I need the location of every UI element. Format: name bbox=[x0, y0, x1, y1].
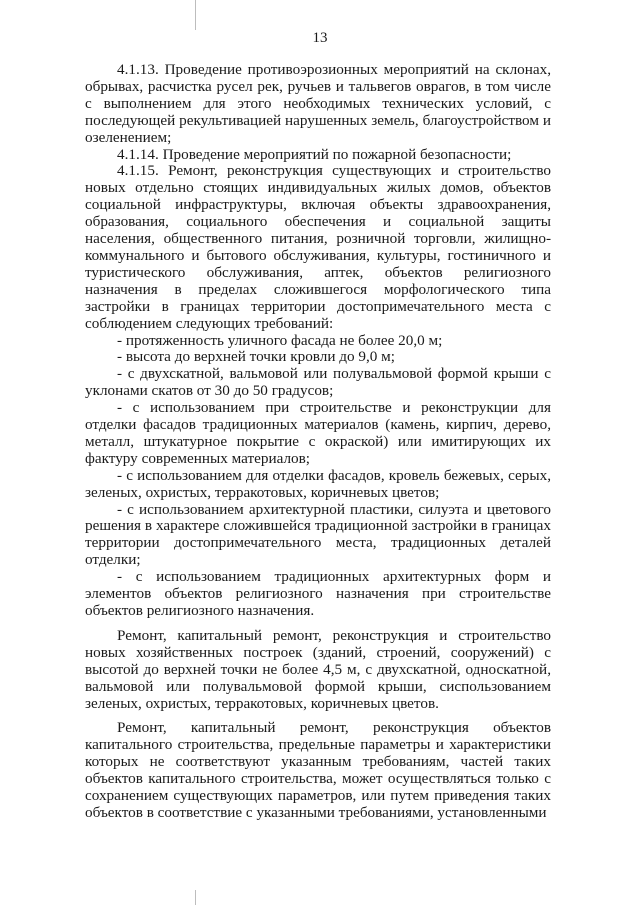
requirement-item: - высота до верхней точки кровли до 9,0 м; bbox=[117, 348, 395, 366]
requirement-item: - протяженность уличного фасада не более 20,0 м; bbox=[117, 331, 443, 349]
paragraph-outbuildings: Ремонт, капитальный ремонт, реконструкция и строительство новых хозяйственных построек (зданий, строений, сооружений) с высотой до верхней точки не более 4,5 м, с двухскатной, односкатной, вальмовой или полувальмовой формой крыши, сиспользованием зеленых, охристых, терракотовых, коричневых цветов. bbox=[85, 626, 551, 712]
document-body bbox=[85, 62, 551, 822]
paragraph-4-1-14: 4.1.14. Проведение мероприятий по пожарной безопасности; bbox=[117, 145, 512, 163]
paragraph-4-1-15: 4.1.15. Ремонт, реконструкция существующих и строительство новых отдельно стоящих индивидуальных жилых домов, объектов социальной инфраструктуры, включая объекты здравоохранения, образования, социального обеспечения и социальной защиты населения, общественного питания, розничной торговли, жилищно-коммунального и бытового обслуживания, культуры, гостиничного и туристического обслуживания, аптек, объектов религиозного назначения в пределах сложившегося морфологического типа застройки в границах территории достопримечательного места с соблюдением следующих требований: bbox=[85, 162, 551, 332]
paragraph-4-1-13: 4.1.13. Проведение противоэрозионных мероприятий на склонах, обрывах, расчистка русел рек, ручьев и тальвегов оврагов, в том числе с выполнением для этого необходимых технических условий, с последующей рекультивацией нарушенных земель, благоустройством и озеленением; bbox=[85, 61, 551, 146]
requirement-item: - с двухскатной, вальмовой или полувальмовой формой крыши с уклонами скатов от 30 до 50 градусов; bbox=[85, 365, 551, 400]
scan-artifact-line bbox=[195, 0, 196, 30]
scan-artifact-line bbox=[195, 890, 196, 905]
paragraph-nonconforming-objects: Ремонт, капитальный ремонт, реконструкция объектов капитального строительства, предельные параметры и характеристики которых не соответствуют указанным требованиям, частей таких объектов капитального строительства, может осуществляться только с сохранением существующих параметров, или путем приведения таких объектов в соответствие с указанными требованиями, установленными bbox=[85, 719, 551, 821]
page-number: 13 bbox=[312, 30, 328, 46]
requirement-item: - с использованием для отделки фасадов, кровель бежевых, серых, зеленых, охристых, терракотовых, коричневых цветов; bbox=[85, 466, 551, 501]
requirement-item: - с использованием традиционных архитектурных форм и элементов объектов религиозного назначения при строительстве объектов религиозного назначения. bbox=[85, 568, 551, 619]
requirement-item: - с использованием архитектурной пластики, силуэта и цветового решения в характере сложившейся традиционной застройки в границах территории достопримечательного места, традиционных деталей отделки; bbox=[85, 500, 551, 569]
requirement-item: - с использованием при строительстве и реконструкции для отделки фасадов традиционных материалов (камень, кирпич, дерево, металл, штукатурное покрытие с окраской) или имитирующих их фактуру современных материалов; bbox=[85, 399, 551, 467]
